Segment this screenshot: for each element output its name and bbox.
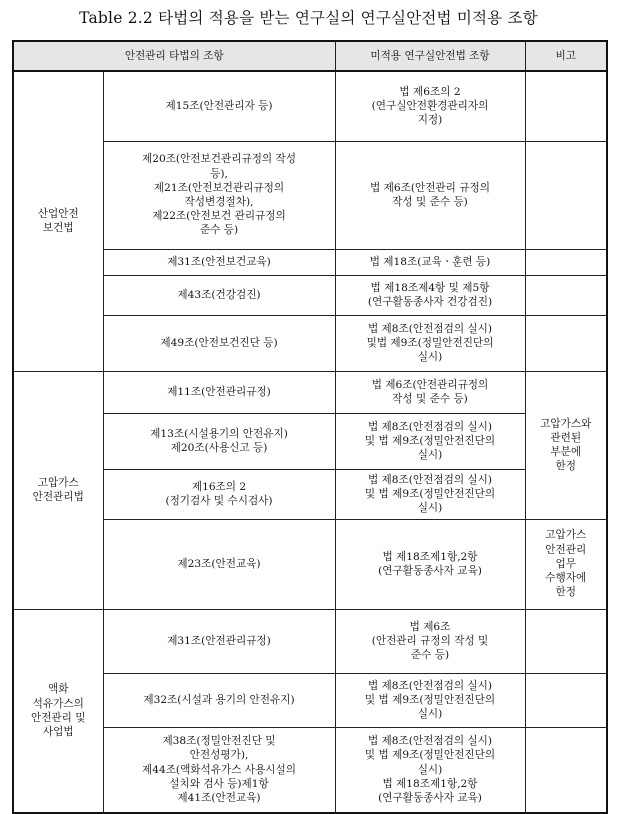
other-law-article: 제31조(안전관리규정) <box>103 609 335 673</box>
lab-law-article: 법 제6조 (안전관리 규정의 작성 및 준수 등) <box>335 609 525 673</box>
note-cell: 고압가스와 관련된 부분에 한정 <box>525 371 607 519</box>
table-row <box>13 413 607 469</box>
header-note: 비고 <box>525 41 607 71</box>
other-law-article: 제32조(시설과 용기의 안전유지) <box>103 673 335 727</box>
other-law-article: 제31조(안전보건교육) <box>103 249 335 275</box>
table-title: Table 2.2 타법의 적용을 받는 연구실의 연구실안전법 미적용 조항 <box>79 9 538 27</box>
table-row <box>13 519 607 609</box>
table-row <box>13 609 607 673</box>
other-law-article: 제23조(안전교육) <box>103 519 335 609</box>
table-row <box>13 275 607 315</box>
table-row <box>13 727 607 813</box>
law-name-cell: 액화 석유가스의 안전관리 및 사업법 <box>13 609 103 813</box>
note-cell <box>525 275 607 315</box>
lab-law-article: 법 제18조제4항 및 제5항 (연구활동종사자 건강검진) <box>335 275 525 315</box>
note-cell <box>525 249 607 275</box>
lab-law-article: 법 제18조제1항,2항 (연구활동종사자 교육) <box>335 519 525 609</box>
other-law-article: 제43조(건강검진) <box>103 275 335 315</box>
lab-law-article: 법 제6조(안전관리 규정의 작성 및 준수 등) <box>335 141 525 249</box>
other-law-article: 제15조(안전관리자 등) <box>103 71 335 141</box>
note-cell <box>525 71 607 141</box>
other-law-article: 제11조(안전관리규정) <box>103 371 335 413</box>
lab-law-article: 법 제6조의 2 (연구실안전환경관리자의 지정) <box>335 71 525 141</box>
other-law-article: 제16조의 2 (정기검사 및 수시검사) <box>103 469 335 519</box>
note-cell <box>525 315 607 371</box>
note-cell <box>525 609 607 673</box>
lab-law-article: 법 제8조(안전점검의 실시) 및 법 제9조(정밀안전진단의 실시) 법 제18조제1항,2항 (연구활동종사자 교육) <box>335 727 525 813</box>
lab-law-article: 법 제8조(안전점검의 실시) 및 법 제9조(정밀안전진단의 실시) <box>335 413 525 469</box>
law-name-cell: 산업안전 보건법 <box>13 71 103 371</box>
lab-law-article: 법 제6조(안전관리규정의 작성 및 준수 등) <box>335 371 525 413</box>
note-cell: 고압가스 안전관리 업무 수행자에 한정 <box>525 519 607 609</box>
other-law-article: 제38조(정밀안전진단 및 안전성평가), 제44조(액화석유가스 사용시설의 설치와 검사 등)제1항 제41조(안전교육) <box>103 727 335 813</box>
table-row <box>13 469 607 519</box>
other-law-article: 제20조(안전보건관리규정의 작성 등), 제21조(안전보건관리규정의 작성변경절차), 제22조(안전보건 관리규정의 준수 등) <box>103 141 335 249</box>
other-law-article: 제13조(시설용기의 안전유지) 제20조(사용신고 등) <box>103 413 335 469</box>
table-row <box>13 71 607 141</box>
lab-law-article: 법 제8조(안전점검의 실시) 및 법 제9조(정밀안전진단의 실시) <box>335 469 525 519</box>
note-cell <box>525 727 607 813</box>
law-name-cell: 고압가스 안전관리법 <box>13 371 103 609</box>
law-table <box>12 40 608 814</box>
table-row <box>13 673 607 727</box>
lab-law-article: 법 제8조(안전점검의 실시) 및법 제9조(정밀안전진단의 실시) <box>335 315 525 371</box>
other-law-article: 제49조(안전보건진단 등) <box>103 315 335 371</box>
note-cell <box>525 673 607 727</box>
lab-law-article: 법 제18조(교육ㆍ훈련 등) <box>335 249 525 275</box>
header-row <box>13 41 607 71</box>
table-row <box>13 141 607 249</box>
table-row <box>13 249 607 275</box>
note-cell <box>525 141 607 249</box>
table-row <box>13 315 607 371</box>
header-not-applied: 미적용 연구실안전법 조항 <box>335 41 525 71</box>
header-other-law: 안전관리 타법의 조항 <box>13 41 335 71</box>
table-row <box>13 371 607 413</box>
lab-law-article: 법 제8조(안전점검의 실시) 및 법 제9조(정밀안전진단의 실시) <box>335 673 525 727</box>
